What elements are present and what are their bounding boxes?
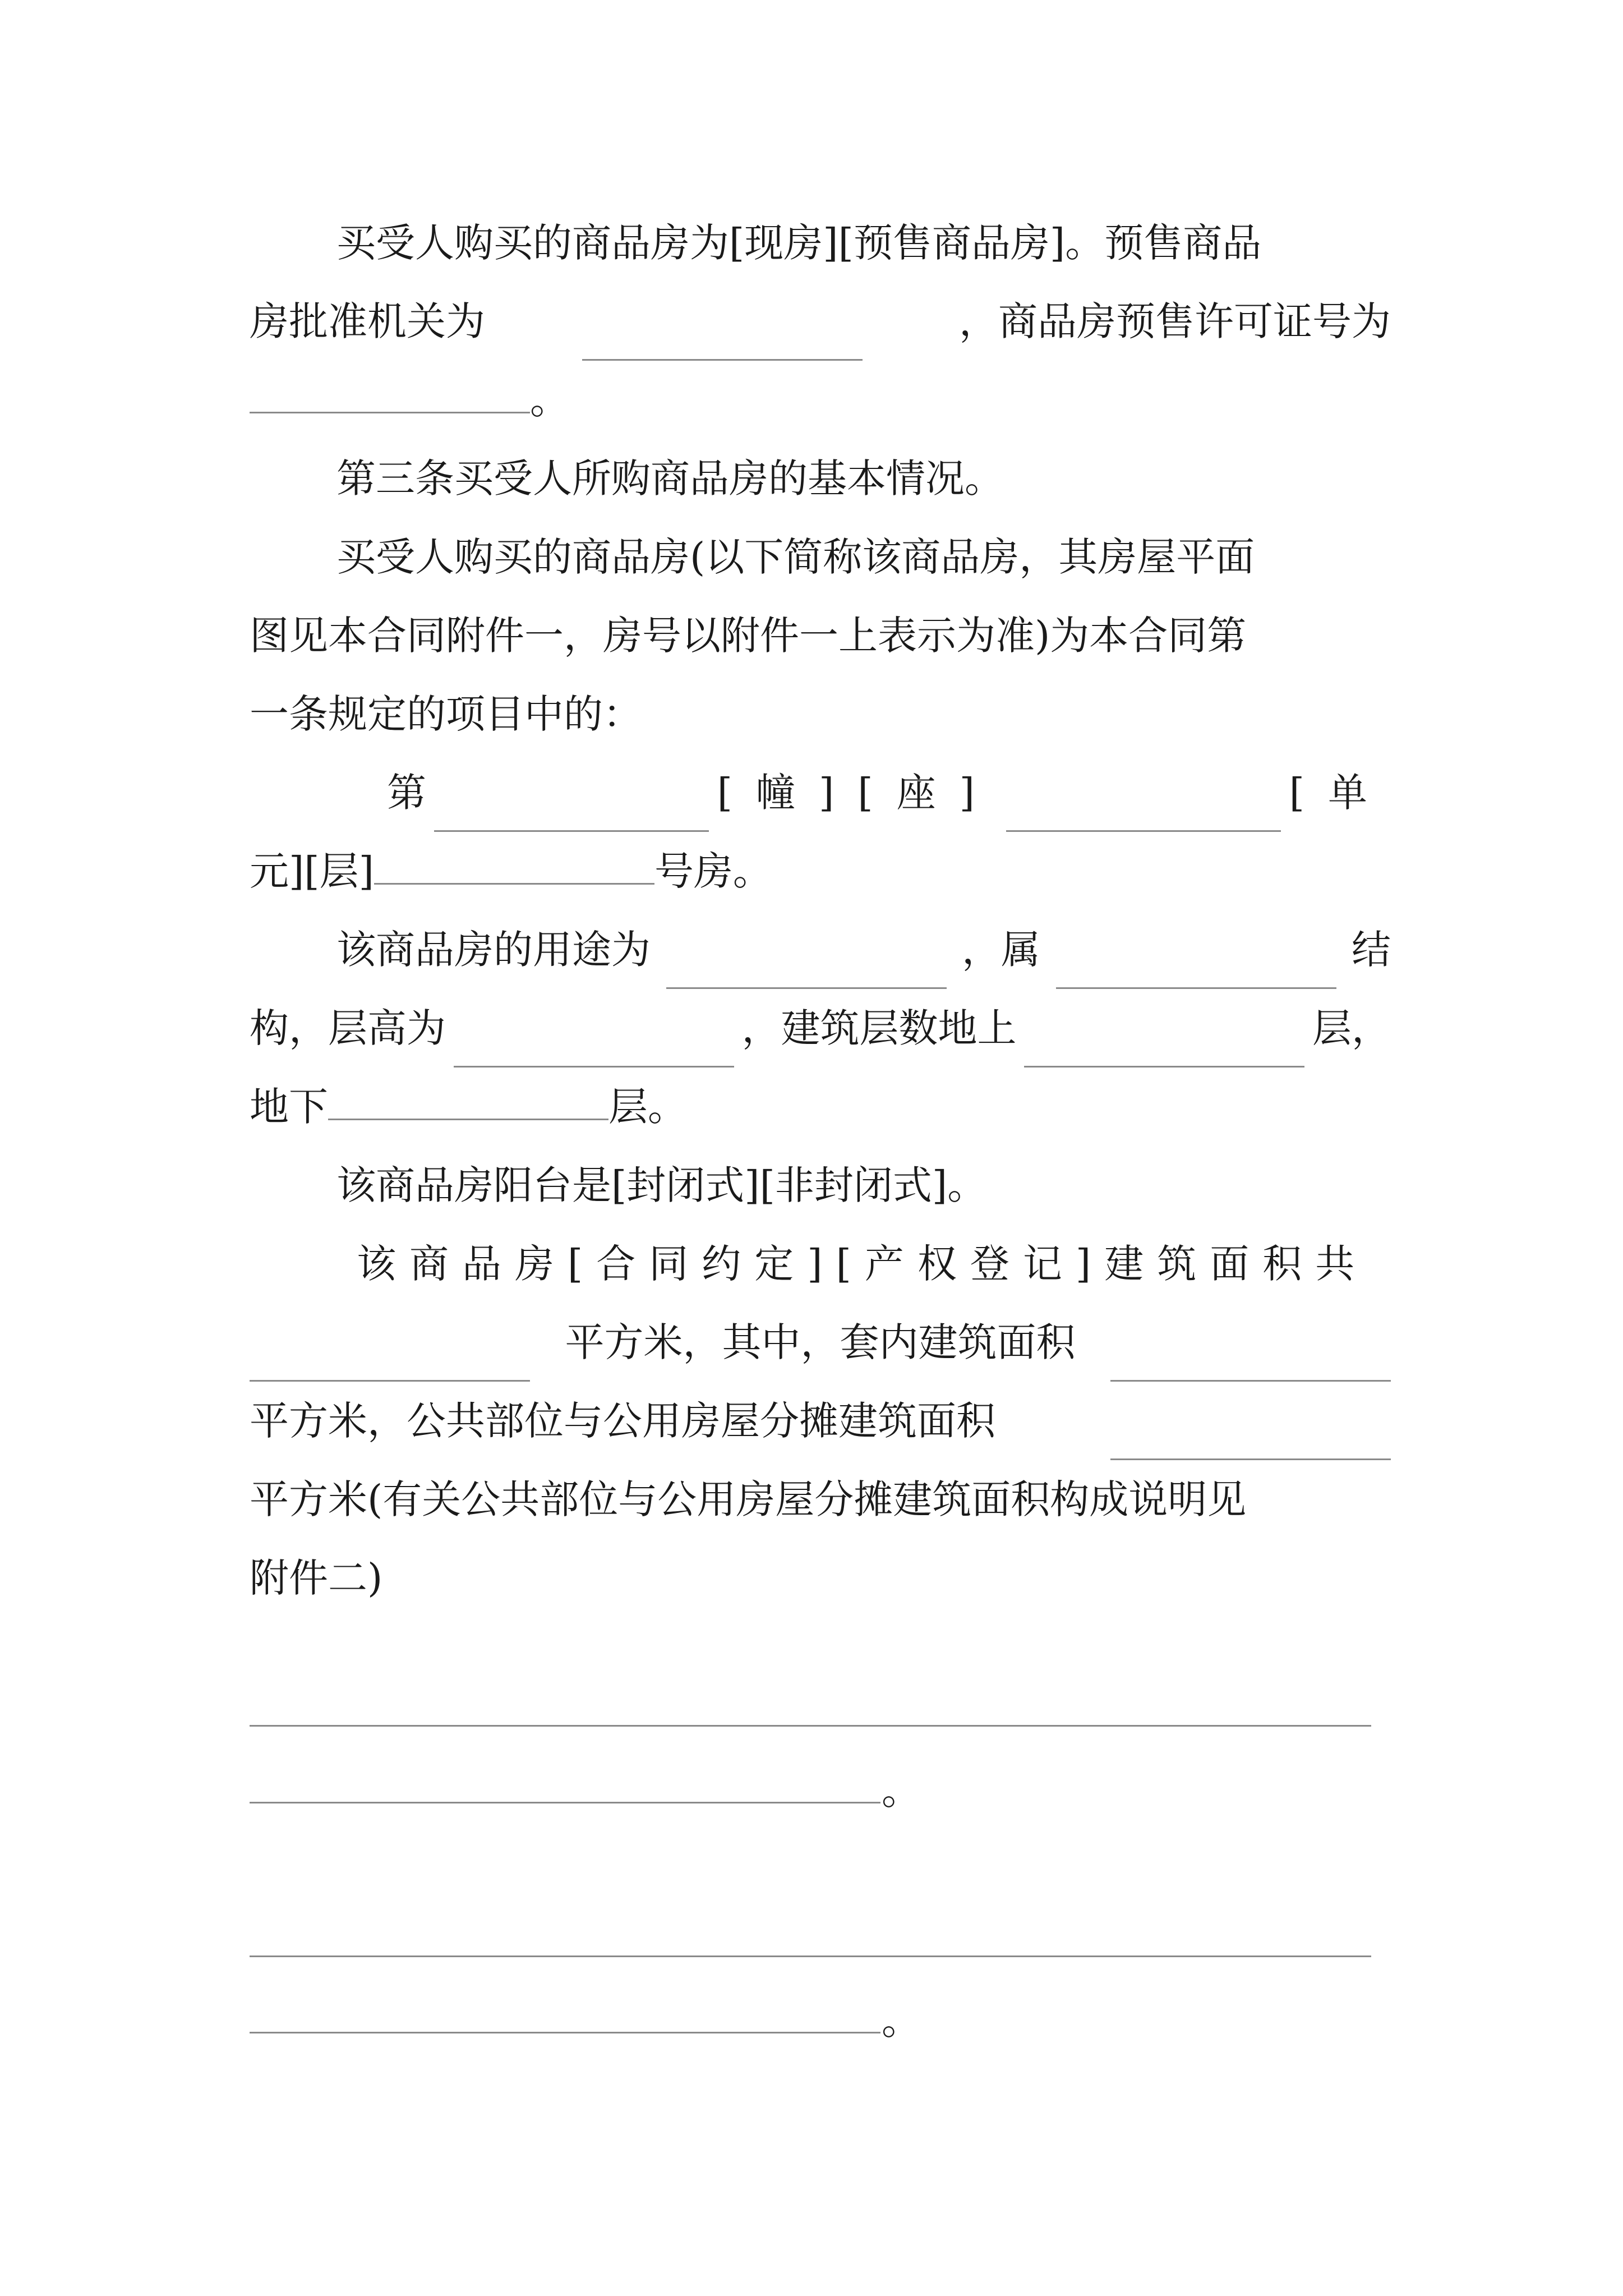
p7-line1-text: 该商品房[合同约定][产权登记]建筑面积共 <box>357 1241 1368 1287</box>
blank-block1-end: 。 <box>882 1768 921 1814</box>
balcony-type-text: 该商品房阳台是[封闭式][非封闭式]。 <box>336 1162 987 1208</box>
p5-structure-label: ，属 <box>962 927 1040 973</box>
p1-line2-label2: ，商品房预售许可证号为 <box>959 298 1391 344</box>
p3-line2 <box>250 596 1391 675</box>
p6-line1 <box>336 1146 1391 1225</box>
p5-line3 <box>250 1068 1391 1146</box>
p7-line3 <box>250 1382 1391 1460</box>
p5-below-end: 层。 <box>608 1084 687 1130</box>
p5-line1 <box>336 910 1391 989</box>
p7-line1 <box>357 1225 1391 1303</box>
p5-above-ground-label: ，建筑层数地上 <box>741 1005 1017 1051</box>
p5-height-label: 构，层高为 <box>250 1005 446 1051</box>
p7-inner-area-label: 平方米，其中，套内建筑面积 <box>565 1319 1076 1365</box>
inner-area-blank[interactable] <box>1110 1341 1391 1382</box>
blank-line-1b[interactable] <box>250 1802 880 1803</box>
floors-above-ground-blank[interactable] <box>1024 1027 1304 1068</box>
p4-room-label: 号房。 <box>654 848 772 894</box>
p1-line1 <box>336 204 1391 282</box>
p5-structure-end: 结 <box>1352 927 1391 973</box>
p1-line2 <box>250 282 1391 361</box>
article-3-heading: 第三条买受人所购商品房的基本情况。 <box>336 455 1004 501</box>
p5-below-ground-label: 地下 <box>250 1084 328 1130</box>
p5-floors-end: 层， <box>1312 1005 1391 1051</box>
p1-line1-text: 买受人购买的商品房为[现房][预售商品房]。预售商品 <box>336 220 1262 266</box>
p7-shared-area-label: 平方米，公共部位与公用房屋分摊建筑面积 <box>250 1398 995 1444</box>
shared-area-blank[interactable] <box>1110 1419 1391 1460</box>
usage-blank[interactable] <box>666 948 947 989</box>
total-area-blank[interactable] <box>250 1341 530 1382</box>
p5-usage-label: 该商品房的用途为 <box>336 927 651 973</box>
blank-line-2a[interactable] <box>250 1955 1371 1957</box>
p1-line3-end: 。 <box>530 377 569 423</box>
blank-line-1a[interactable] <box>250 1725 1371 1727</box>
room-number-blank[interactable] <box>374 844 654 885</box>
p2-line1 <box>336 439 1391 518</box>
p7-line5 <box>250 1539 1391 1617</box>
blank-line-2b[interactable] <box>250 2032 880 2033</box>
p7-line4 <box>250 1460 1391 1539</box>
unit-number-blank[interactable] <box>1006 791 1281 832</box>
p5-line2 <box>250 989 1391 1068</box>
p7-line4-text: 平方米(有关公共部位与公用房屋分摊建筑面积构成说明见 <box>250 1476 1247 1522</box>
p3-line1 <box>336 518 1391 596</box>
p3-line1-text: 买受人购买的商品房(以下简称该商品房，其房屋平面 <box>336 534 1255 580</box>
blank-block2-end: 。 <box>882 1998 921 2044</box>
p4-floor-label: 元][层] <box>250 848 374 894</box>
structure-blank[interactable] <box>1056 948 1336 989</box>
p4-line2 <box>250 832 1391 910</box>
building-number-blank[interactable] <box>434 791 709 832</box>
floor-height-blank[interactable] <box>454 1027 734 1068</box>
p4-unit-label: [单 <box>1289 770 1391 816</box>
p4-building-type: [幢][座] <box>717 770 998 816</box>
p4-line1 <box>387 753 1391 832</box>
p1-line3 <box>250 361 1391 439</box>
p7-line2 <box>250 1303 1391 1382</box>
p7-line5-text: 附件二) <box>250 1555 383 1601</box>
p1-line2-label: 房批准机关为 <box>250 298 485 344</box>
p3-line3 <box>250 675 1391 753</box>
approval-authority-blank[interactable] <box>582 320 863 361</box>
presale-permit-blank[interactable] <box>250 372 530 413</box>
p4-building-label: 第 <box>387 770 426 816</box>
p3-line2-text: 图见本合同附件一，房号以附件一上表示为准)为本合同第 <box>250 613 1247 659</box>
floors-below-ground-blank[interactable] <box>328 1079 608 1120</box>
p3-line3-text: 一条规定的项目中的： <box>250 691 642 737</box>
